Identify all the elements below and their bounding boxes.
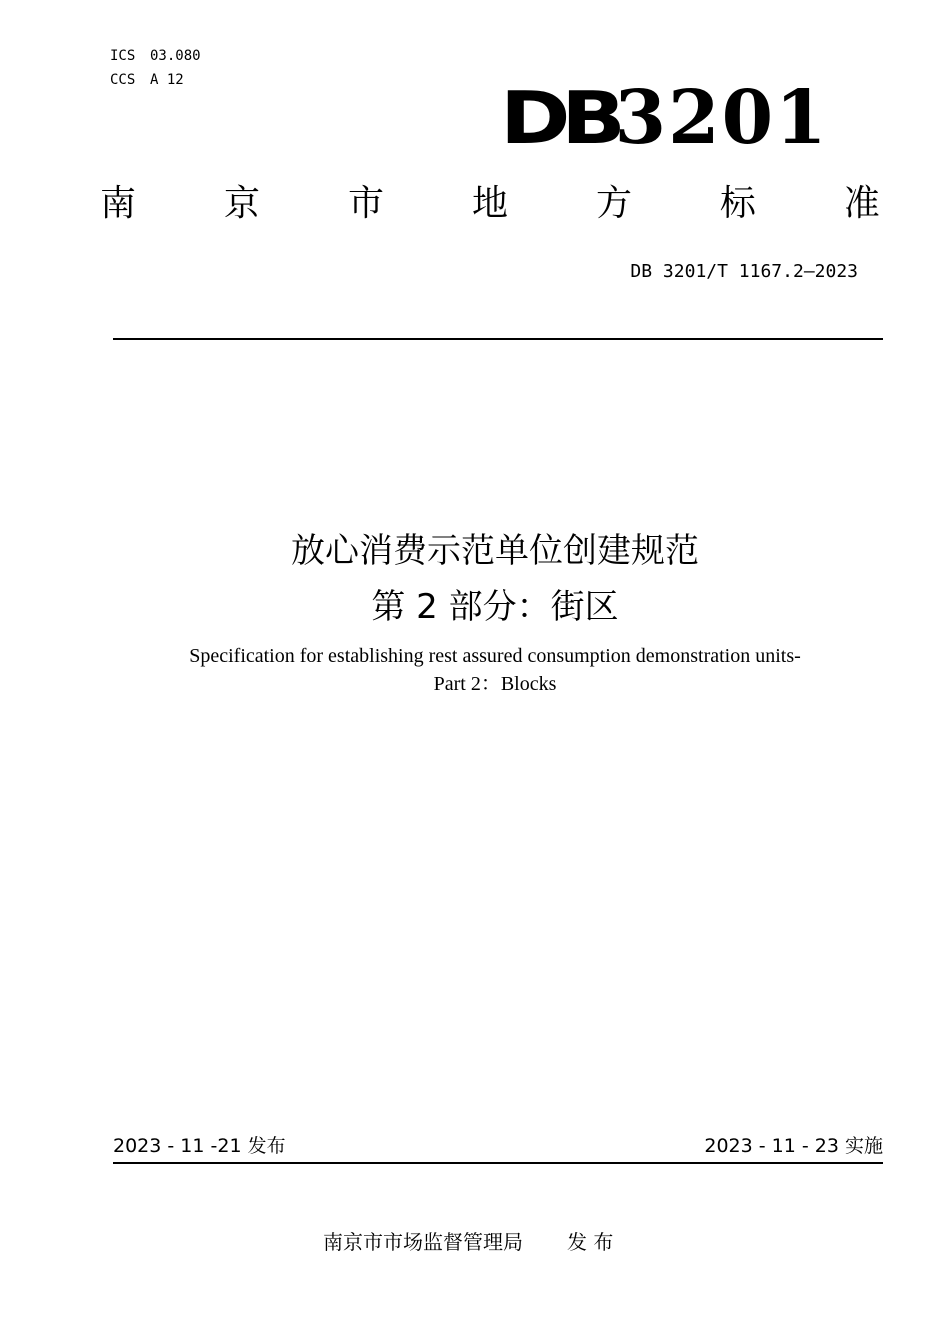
ics-code: 03.080	[150, 48, 201, 64]
logo-prefix: DB	[500, 76, 617, 160]
logo-region-code: 3201	[614, 75, 829, 161]
standard-logo	[500, 75, 829, 161]
standard-type-char: 市	[347, 183, 384, 224]
standard-type-char: 京	[223, 183, 260, 224]
top-divider	[113, 338, 883, 340]
standard-type-char: 地	[471, 183, 508, 224]
implementation-date: 2023 - 11 - 23 实施	[704, 1135, 883, 1157]
issue-date: 2023 - 11 -21 发布	[113, 1135, 286, 1157]
ics-code-line	[110, 47, 201, 65]
standard-type-char: 方	[595, 183, 632, 224]
standard-type	[100, 182, 880, 226]
issuer-name: 南京市市场监督管理局	[323, 1230, 523, 1254]
standard-type-char: 准	[843, 183, 880, 224]
ccs-code: A 12	[150, 72, 184, 88]
issuer-action: 发 布	[567, 1230, 614, 1254]
ccs-label: CCS	[110, 72, 136, 88]
title-en-line2: Part 2：Blocks	[433, 673, 557, 695]
bottom-divider	[113, 1162, 883, 1164]
document-number: DB 3201/T 1167.2—2023	[630, 261, 858, 282]
title-en-line1: Specification for establishing rest assured consumption demonstration units-	[189, 645, 801, 667]
standard-type-char: 南	[100, 183, 137, 224]
standard-type-char: 标	[719, 183, 756, 224]
title-cn-line2: 第 2 部分：街区	[371, 587, 619, 627]
title-cn-line1: 放心消费示范单位创建规范	[291, 531, 699, 571]
ccs-code-line	[110, 71, 184, 89]
ics-label: ICS	[110, 48, 136, 64]
issuer-line	[323, 1228, 613, 1256]
